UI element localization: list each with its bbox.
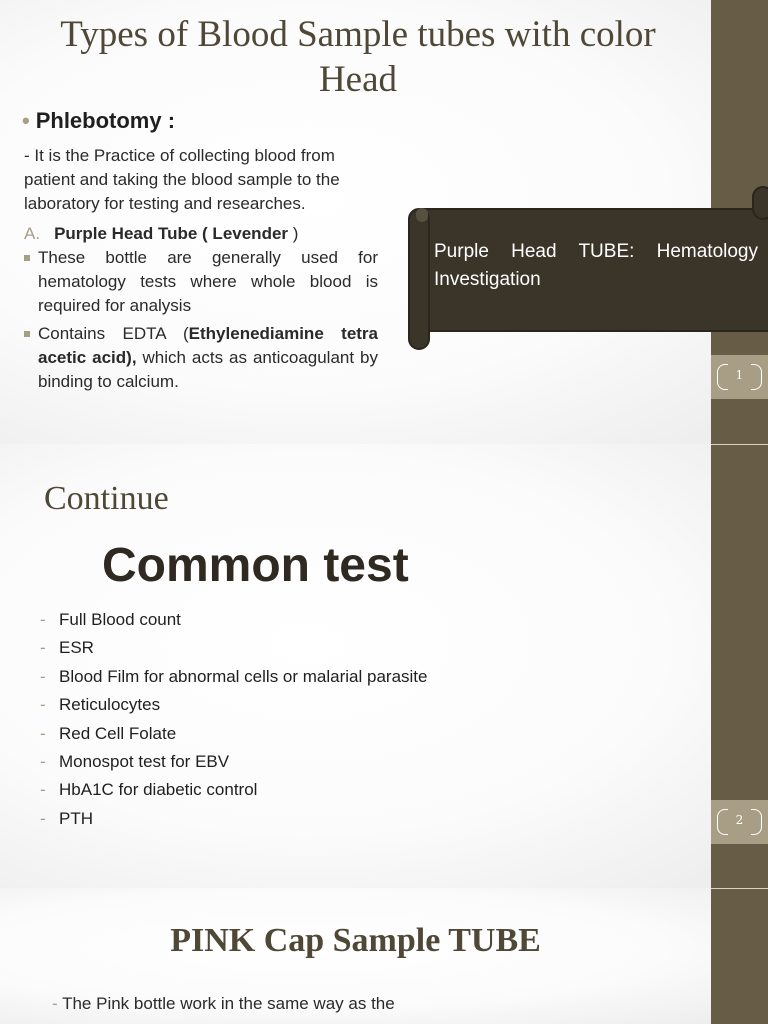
list-item-text: Monospot test for EBV: [59, 752, 230, 772]
square-bullet-icon: [24, 331, 30, 337]
dash-marker: -: [40, 752, 46, 772]
scroll-roll-left: [408, 208, 430, 350]
page-number-badge: [711, 800, 768, 844]
page-number: 1: [735, 368, 744, 382]
divider: [711, 444, 768, 445]
list-item-text: PTH: [59, 808, 93, 828]
scroll-roll-right: [752, 186, 768, 220]
list-item-text: HbA1C for diabetic control: [59, 780, 258, 800]
body-text: [52, 992, 462, 1016]
slide-sidebar: [711, 888, 768, 1024]
dash-marker: -: [40, 695, 46, 715]
dash-marker: -: [40, 666, 46, 686]
bullet-text: These bottle are generally used for hematology tests where whole blood is required for analysis: [38, 248, 378, 315]
subheading: [24, 222, 378, 246]
list-item: [40, 776, 427, 804]
definition-block: [24, 144, 378, 246]
bullet-dot-icon: •: [22, 108, 30, 133]
body-text-content: The Pink bottle work in the same way as the: [62, 994, 395, 1013]
dash-marker: -: [40, 723, 46, 743]
scroll-text: Purple Head TUBE: Hematology Investigation: [434, 241, 758, 290]
square-bullet-icon: [24, 255, 30, 261]
slide-title: Types of Blood Sample tubes with color Head: [60, 14, 656, 100]
dash-marker: -: [40, 610, 46, 629]
dash-marker: -: [52, 994, 58, 1013]
dash-marker: -: [40, 638, 46, 658]
list-item-text: ESR: [59, 638, 94, 658]
subheading-close: ): [288, 224, 299, 243]
bullet-text-post: which acts as anticoagulant by binding to calcium.: [38, 348, 378, 391]
subheading-marker: A.: [24, 224, 41, 243]
list-item: [40, 606, 427, 634]
test-list: [40, 606, 427, 833]
bracket-right-icon: [751, 809, 762, 835]
section-heading: Common test: [102, 539, 409, 592]
bullet-item: [24, 246, 378, 318]
bullet-text-bold: Ethylenediamine tetra acetic acid),: [38, 324, 378, 367]
heading-text: Phlebotomy :: [35, 108, 176, 133]
slide-title: PINK Cap Sample TUBE: [170, 922, 541, 959]
definition-text: - It is the Practice of collecting blood from patient and taking the blood sample to the laboratory for testing and researches.: [24, 146, 340, 213]
list-item: [40, 663, 427, 691]
slide-title: Continue: [44, 480, 169, 517]
list-item-text: Red Cell Folate: [59, 723, 177, 743]
page-number: 2: [735, 813, 744, 827]
slide-2: [0, 444, 768, 888]
divider: [711, 888, 768, 889]
slide-3: [0, 888, 768, 1024]
list-item: [40, 720, 427, 748]
slide-1: [0, 0, 768, 444]
list-item: [40, 748, 427, 776]
dash-marker: -: [40, 808, 46, 828]
list-item: [40, 691, 427, 719]
scroll-banner: [408, 186, 768, 351]
bracket-right-icon: [751, 364, 762, 390]
page-number-badge: [711, 355, 768, 399]
list-item: [40, 634, 427, 662]
list-item: [40, 805, 427, 833]
subheading-title: Purple Head Tube ( Levender: [54, 224, 289, 243]
dash-marker: -: [40, 780, 46, 800]
list-item-text: Full Blood count: [59, 610, 181, 629]
scroll-curl: [416, 208, 428, 222]
bullet-item: [24, 322, 378, 394]
list-item-text: Reticulocytes: [59, 695, 161, 715]
bullet-text: [38, 322, 378, 394]
bullet-text-pre: Contains EDTA (: [38, 324, 189, 343]
section-heading: [22, 108, 175, 134]
list-item-text: Blood Film for abnormal cells or malarial parasite: [59, 666, 428, 686]
